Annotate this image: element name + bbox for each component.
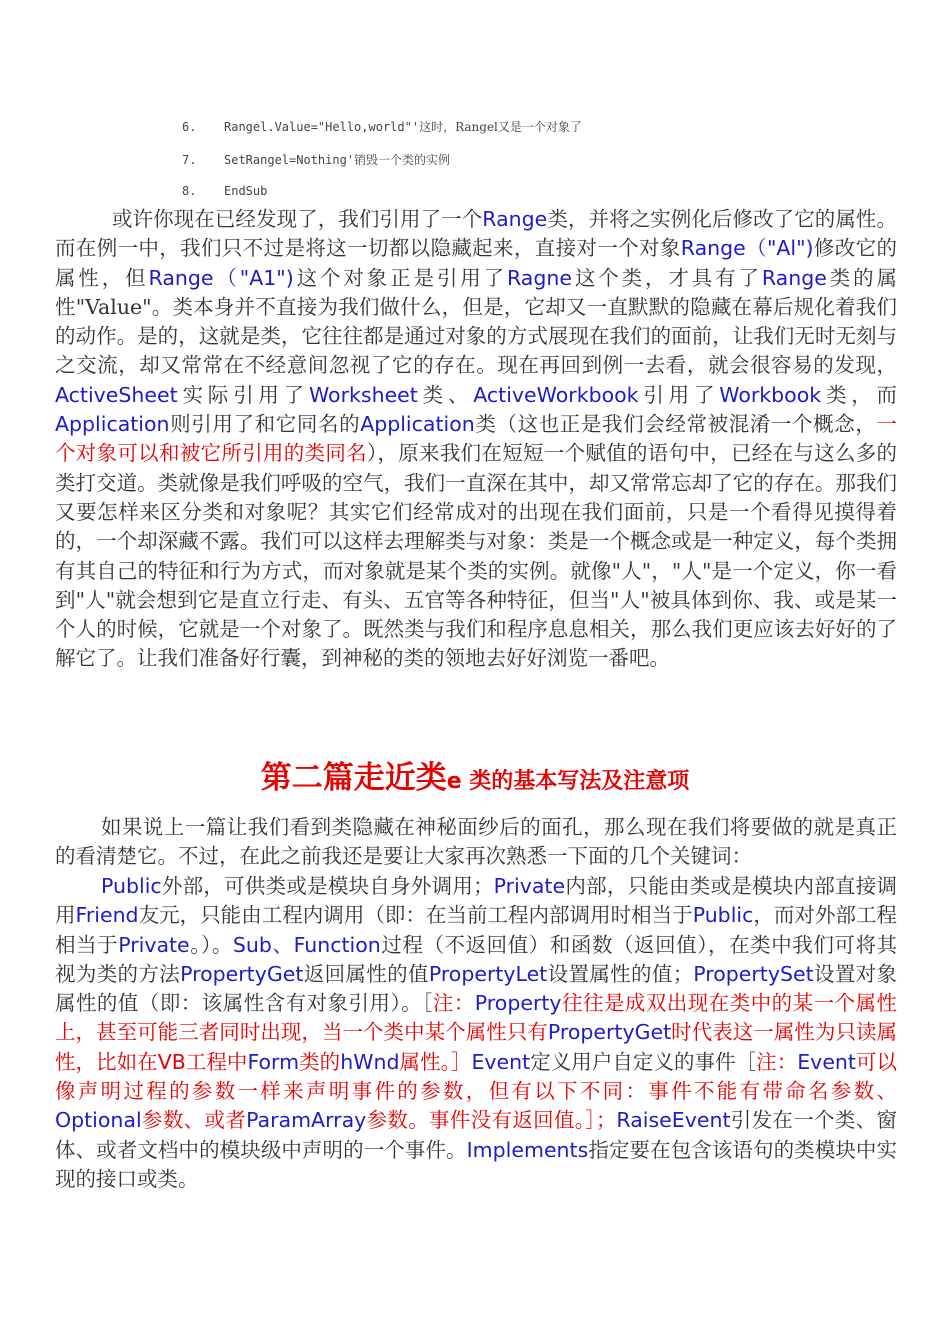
text-run: 过程（不返回值）和函数（返回值），在类中我们可将其视为类的方法 bbox=[55, 932, 898, 986]
note-text: 往往是成双出现在类中的某一个属性上，甚至可能三者同时出现，当一个类中某个属性只有 bbox=[55, 991, 898, 1045]
keyword-application: Application bbox=[55, 412, 170, 437]
code-comment: 这时，Rangel又是一个对象了 bbox=[419, 120, 582, 134]
code-text: EndSub bbox=[224, 184, 268, 198]
text-run: 设置属性的值； bbox=[547, 961, 694, 986]
keyword-activeworkbook: ActiveWorkbook bbox=[473, 382, 639, 407]
keyword-private: Private bbox=[118, 932, 190, 957]
text-run: 定义用户自定义的事件［ bbox=[530, 1049, 757, 1074]
keyword-vb: VB bbox=[157, 1049, 186, 1074]
keyword-paramarray: ParamArray bbox=[246, 1108, 367, 1133]
keyword-raiseevent: RaiseEvent bbox=[616, 1108, 731, 1133]
text-run: 修改它的属性，但 bbox=[55, 236, 897, 290]
keyword-hwnd: hWnd bbox=[340, 1049, 400, 1074]
line-number: 6. bbox=[182, 120, 197, 134]
keyword-public: Public bbox=[101, 874, 162, 898]
keyword-range-a1: Range（"A1") bbox=[148, 265, 294, 290]
keyword-event: Event bbox=[471, 1049, 531, 1074]
note-label: 注： bbox=[756, 1049, 798, 1074]
keyword-worksheet: Worksheet bbox=[308, 382, 418, 407]
keyword-ragne: Ragne bbox=[506, 265, 572, 290]
note-text: 时代表这一属性为只读属性，比如在 bbox=[55, 1020, 898, 1074]
keyword-private: Private bbox=[493, 874, 566, 898]
text-run: 这个对象正是引用了 bbox=[293, 265, 507, 290]
keyword-propertylet: PropertyLet bbox=[428, 961, 548, 986]
code-line-7 bbox=[182, 151, 450, 168]
text-run: 类，并将之实例化后修改了它的属性。而在例一中，我们只不过是将这一切都以隐藏起来，直接对一个对象 bbox=[55, 207, 898, 261]
keyword-form: Form bbox=[247, 1049, 300, 1074]
paragraph-keywords-intro bbox=[55, 813, 897, 872]
note-text: 属性。］ bbox=[399, 1049, 472, 1074]
text-run: 返回属性的值 bbox=[303, 961, 429, 986]
text-run: ），原来我们在短短一个赋值的语句中，已经在与这么多的类打交道。类就像是我们呼吸的空气，我们一直深在其中，却又常常忘却了它的存在。那我们又要怎样来区分类和对象呢？其实它们经常成对的出现在我们面前，只是一个看得见摸得着的，一个却深藏不露。我们可以这样去理解类与对象：类是一个概念或是一种定义，每个类拥有其自己的特征和行为方式，而对象就是某个类的实例。就像"人"，"人"是一个定义，你一看到"人"就会想到它是直立行走、有头、五官等各种特征，但当"人"被具体到你、我、或是某一个人的时候，它就是一个对象了。既然类与我们和程序息息相关，那么我们更应该去好好的了解它了。让我们准备好行囊，到神秘的类的领地去好好浏览一番吧。 bbox=[55, 441, 897, 671]
keyword-range-al: Range（"Al") bbox=[680, 236, 814, 261]
code-line-8 bbox=[182, 184, 267, 198]
paragraph-keywords bbox=[55, 872, 897, 1194]
keyword-workbook: Workbook bbox=[719, 382, 822, 407]
keyword-activesheet: ActiveSheet bbox=[55, 382, 178, 407]
keyword-application: Application bbox=[360, 412, 475, 437]
line-number: 7. bbox=[182, 153, 197, 167]
text-run: 如果说上一篇让我们看到类隐藏在神秘面纱后的面孔，那么现在我们将要做的就是真正的看清楚它。不过，在此之前我还是要让大家再次熟悉一下面的几个关键词： bbox=[55, 815, 897, 869]
note-label: 注： bbox=[432, 991, 475, 1016]
keyword-public: Public bbox=[692, 903, 754, 928]
keyword-range: Range bbox=[482, 207, 548, 231]
text-run: 友元，只能由工程内调用（即：在当前工程内部调用时相当于 bbox=[138, 903, 693, 928]
text-run: 指定要在包含该语句的类模块中实现的接口或类。 bbox=[55, 1137, 898, 1191]
keyword-friend: Friend bbox=[75, 903, 139, 928]
text-run: 设置对象属性的值（即：该属性含有对象引用）。［ bbox=[55, 961, 898, 1016]
text-run: 类、 bbox=[417, 382, 474, 407]
text-run: 类的属性"Value"。类本身并不直接为我们做什么，但是，它却又一直默默的隐藏在幕后规化着我们的动作。是的，这就是类，它往往都是通过对象的方式展现在我们的面前，让我们无时无刻与之交流，却又常常在不经意间忽视了它的存在。现在再回到例一去看，就会很容易的发现， bbox=[55, 265, 898, 378]
text-run: 或许你现在已经发现了，我们引用了一个 bbox=[112, 207, 483, 231]
note-text: 工程中 bbox=[185, 1049, 248, 1074]
text-run: 类，而 bbox=[821, 382, 898, 407]
code-text: SetRangel=Nothing' bbox=[224, 153, 355, 167]
text-run: 则引用了和它同名的 bbox=[169, 412, 361, 437]
heading-sub: e 类的基本写法及注意项 bbox=[446, 769, 690, 794]
text-run: 。）。 bbox=[189, 932, 233, 957]
heading-main: 第二篇走近类 bbox=[260, 760, 447, 796]
section-heading bbox=[0, 752, 950, 797]
keyword-propertyset: PropertySet bbox=[693, 961, 814, 986]
highlight-note: 一个对象可以和被它所引用的类同名 bbox=[55, 412, 898, 466]
code-text: Rangel.Value="Hello,world"' bbox=[224, 120, 420, 134]
keyword-sub: Sub bbox=[232, 932, 272, 957]
text-run: 引用了 bbox=[638, 382, 720, 407]
keyword-propertyget: PropertyGet bbox=[547, 1020, 672, 1045]
text-run: 外部，可供类或是模块自身外调用； bbox=[161, 874, 494, 898]
note-text: 类的 bbox=[299, 1049, 341, 1074]
keyword-function: Function bbox=[293, 932, 381, 957]
note-text: 参数。事件没有返回值。］； bbox=[366, 1108, 617, 1133]
code-line-6 bbox=[182, 118, 582, 135]
keyword-optional: Optional bbox=[55, 1108, 142, 1133]
paragraph-classes-intro bbox=[55, 205, 897, 674]
keyword-event: Event bbox=[797, 1049, 856, 1074]
code-comment: 销毁一个类的实例 bbox=[354, 153, 451, 167]
keyword-property: Property bbox=[474, 991, 562, 1016]
text-run: 类（这也正是我们会经常被混淆一个概念， bbox=[474, 412, 877, 437]
note-text: 可以像声明过程的参数一样来声明事件的参数，但有以下不同：事件不能有带命名参数、 bbox=[55, 1049, 898, 1104]
text-run: 内部，只能由类或是模块内部直接调用 bbox=[55, 874, 897, 928]
keyword-propertyget: PropertyGet bbox=[180, 961, 304, 986]
separator: 、 bbox=[271, 932, 294, 957]
text-run: 这个类，才具有了 bbox=[571, 265, 762, 290]
line-number: 8. bbox=[182, 184, 197, 198]
text-run: ，而对外部工程相当于 bbox=[55, 903, 898, 957]
keyword-implements: Implements bbox=[466, 1137, 589, 1162]
text-run: 实际引用了 bbox=[177, 382, 309, 407]
note-text: 参数、或者 bbox=[141, 1108, 247, 1133]
text-run: 引发在一个类、窗体、或者文档中的模块级中声明的一个事件。 bbox=[55, 1108, 898, 1162]
keyword-range: Range bbox=[761, 265, 827, 290]
